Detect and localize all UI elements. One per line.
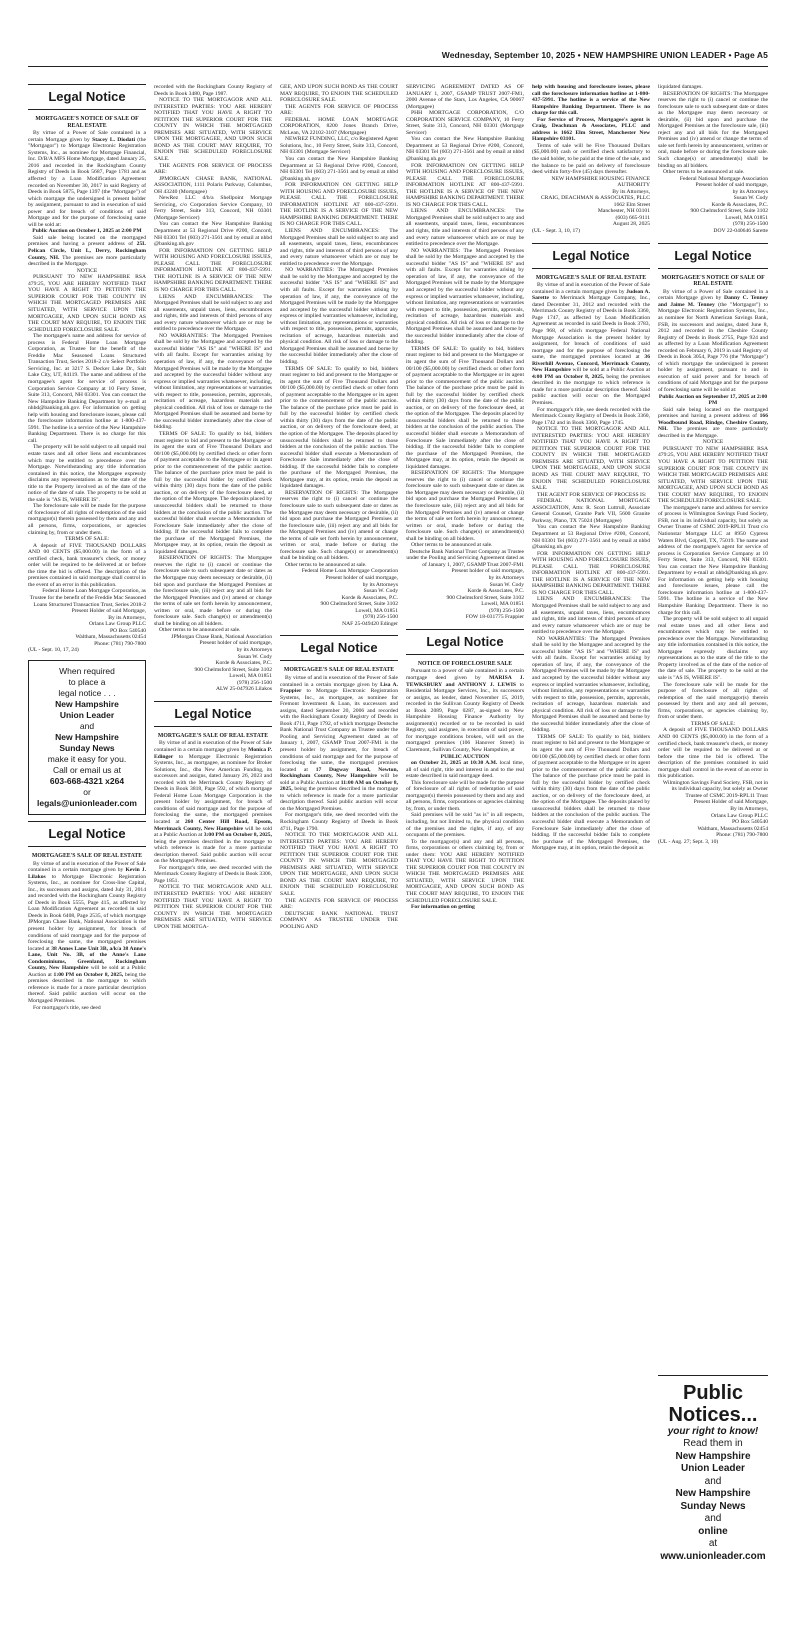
legal-notice-head: Legal Notice bbox=[532, 243, 650, 269]
notice-body: For mortgagor's title, see deed recorded with the Rockingham County Registry of Deeds in Book 4711, Page 1790. bbox=[280, 812, 398, 832]
notice-body: You can contact the New Hampshire Banking Department at 53 Regional Drive #200, Concord, NH 03301 Tel (603) 271-3561 and by email at nhbd @banking.nh.gov bbox=[280, 156, 398, 182]
notice-body: The foreclosure sale will be made for the purpose of foreclosure of all rights of redemption of the said mortgagor(s) therein possessed by them and any and all persons, firms, corporations, or agencies claiming by, from or under them. bbox=[28, 503, 146, 536]
signature-line: 900 Chelmsford Street, Suite 3102 bbox=[690, 208, 768, 215]
notice-title: MORTGAGEE'S SALE OF REAL ESTATE bbox=[157, 732, 269, 739]
signature-line: Susan W. Cody bbox=[489, 581, 524, 588]
signature-line: Deutsche Bank National Trust Company as Trustee under the Pooling and Servicing Agreement dated as of January 1, 2007, GSAMP Trust 2007-FM1 bbox=[406, 548, 524, 568]
notice-body: FOR INFORMATION ON GETTING HELP WITH HOUSING AND FORECLOSURE ISSUES, PLEASE CALL THE FORECLOSURE INFORMATION HOTLINE AT 800-437-5991. THE HOTLINE IS A SERVICE OF THE NEW HAMPSHIRE BANKING DEPARTMENT. THERE IS NO CHARGE FOR THIS CALL. bbox=[406, 162, 524, 208]
notice-body: The mortgagee's name and address for service of process is Wilmington Savings Fund Society, FSB, not in its individual capacity, but solely as Owner Trustee of CSMC 2019-RPL11 Trust c/o Nationstar Mortgage LLC at 8950 Cypress Waters Blvd, Coppell, TX, 75019. The name and address of the mortgagee's agent for service of process is Corporation Service Company at 10 Ferry Street, Suite 313, Concord, NH 03301. You can contact the New Hampshire Banking Department by e-mail at nhbd@banking.nh.gov. For information on getting help with housing and foreclosure issues, please call the foreclosure information hotline at 1-800-437-5991. The hotline is a service of the New Hampshire Banking Department. There is no charge for this call. bbox=[658, 504, 768, 616]
signature-line: Present holder of said mortgage, bbox=[199, 640, 272, 647]
signature-line: DOV 22-040646 Sarette bbox=[713, 228, 768, 235]
column-4 bbox=[406, 84, 524, 911]
legal-notice-head: Legal Notice bbox=[280, 635, 398, 661]
auction-date: Public Auction on October 1, 2025 at 2:00 PM bbox=[32, 228, 142, 235]
signature-line: Waltham, Massachusetts 02454 bbox=[75, 634, 146, 641]
signature-line: Orlans Law Group PLLC bbox=[710, 812, 768, 819]
ul-dates: (UL - Sept. 10, 17, 24) bbox=[28, 647, 79, 654]
notice-body: Other terms to be announced at sale. bbox=[159, 627, 241, 634]
signature-line: (978) 256-1500 bbox=[489, 607, 524, 614]
notice-body: By virtue of and in execution of the Power of Sale contained in a certain mortgage given by Lisa A. Frappier to Mortgage Electronic Registration Systems, Inc., as mortgagee, as nominee for Fremont Investment & Loan, its successors and assigns, dated September 20, 2006 and recorded with the Rockingham County Registry of Deeds in Book 4711, Page 1792, of which mortgage Deutsche Bank National Trust Company as Trustee under the Pooling and Servicing Agreement dated as of January 1, 2007, GSAMP Trust 2007-FM1 is the present holder by assignment, for breach of conditions of said mortgage and for the purpose of foreclosing the same, the mortgaged premises located at 17 Dugway Road, Newton, Rockingham County, New Hampshire will be sold at a Public Auction at 11:00 AM on October 8, 2025, being the premises described in the mortgage to which reference is made for a more particular description thereof. Said public auction will occur on the Mortgaged Premises. bbox=[280, 674, 399, 812]
notice-body: FEDERAL HOME LOAN MORTGAGE CORPORATION, 8200 Jones Branch Drive, McLean, VA 22102-3107 (Mortgagee) bbox=[280, 116, 398, 136]
notice-body: NO WARRANTIES: The Mortgaged Premises shall be sold by the Mortgagee and accepted by the successful bidder "AS IS" and "WHERE IS" and with all faults. Except for warranties arising by operation of law, if any, the conveyance of the Mortgaged Premises will be made by the Mortgagee and accepted by the successful bidder without any express or implied warranties whatsoever, including, without limitation, any representations or warranties with respect to title, possession, permits, approvals, recitation of acreage, hazardous materials and physical condition. All risk of loss or damage to the Mortgaged Premises shall be assumed and borne by the successful bidder immediately after the close of bidding. bbox=[532, 635, 650, 734]
notice-body: By virtue of a Power of Sale contained in a certain Mortgage given by Stacey L. Diodati (the "Mortgagor") to Mortgage Electronic Registration Systems, Inc., as nominee for Mortgage Financial, Inc. D/B/A MFS Home Mortgage, dated January 25, 2016 and recorded in the Rockingham County Registry of Deeds in Book 5687, Page 1781 and as affected by a Loan Modification Agreement recorded on November 30, 2017 in said Registry of Deeds in Book 5875, Page 1397 (the "Mortgage") of which mortgage the undersigned is present holder by assignment, pursuant to and in execution of said power and for breach of conditions of said Mortgage and for the purpose of foreclosing same will be sold at: bbox=[28, 130, 146, 228]
signature-line: Federal Home Loan Mortgage Corporation bbox=[301, 568, 398, 575]
notice-body: RESERVATION OF RIGHTS: The Mortgagee reserves the right to (i) cancel or continue the foreclosure sale to such subsequent date or dates as the Mortgagee may deem necessary or desirable, (ii) bid upon and purchase the Mortgaged Premises at the foreclosure sale, (iii) reject any and all bids for the Mortgaged Premises and (iv) amend or change the terms of sale set forth herein by announcement, written or oral, made before or during the foreclosure sale. Such change(s) or amendment(s) shall be binding on all bidders. bbox=[406, 470, 524, 542]
signature-line: NAF 25-049420 Edinger bbox=[342, 620, 398, 627]
notice-body: Said sale being located on the mortgaged premises and having a present address of 166 Woodbound Road, Rindge, Cheshire County, NH. The premises are more particularly described in the Mortgage. bbox=[658, 406, 768, 439]
notice-body: THE AGENTS FOR SERVICE OF PROCESS ARE: bbox=[154, 162, 272, 176]
column-2 bbox=[154, 84, 272, 930]
notice-body: TERMS OF SALE: To qualify to bid, bidders must register to bid and present to the Mortgagee or its agent the sum of Five Thousand Dollars and 00/100 ($5,000.00) by certified check or other form of payment acceptable to the Mortgagee or its agent prior to the commencement of the public auction. The balance of the purchase price must be paid in full by the successful bidder by certified check within thirty (30) days from the date of the public auction, or on delivery of the foreclosure deed, at the option of the Mortgagee. The deposits placed by unsuccessful bidders shall be returned to those bidders at the conclusion of the public auction. The successful bidder shall execute a Memorandum of Foreclosure Sale immediately after the close of bidding. If the successful bidder fails to complete the purchase of the Mortgaged Premises, the Mortgagee may, at its option, retain the deposit as liquidated damages. bbox=[154, 430, 272, 555]
signature-line: Manchester, NH 03101 bbox=[597, 208, 650, 215]
signature-line: Lowell, MA 01851 bbox=[355, 607, 398, 614]
notice-body: PURSUANT TO NEW HAMPSHIRE RSA 479:25, YOU ARE HEREBY NOTIFIED THAT YOU HAVE A RIGHT TO PETITION THE SUPERIOR COURT FOR THE COUNTY IN WHICH THE MORTGAGED PREMISES ARE SITUATED, WITH SERVICE UPON THE MORTGAGEE, AND UPON SUCH BOND AS THE COURT MAY REQUIRE, TO ENJOIN THE SCHEDULED FORECLOSURE SALE. bbox=[658, 445, 768, 505]
notice-body: PURSUANT TO NEW HAMPSHIRE RSA 479:25, YOU ARE HEREBY NOTIFIED THAT YOU HAVE A RIGHT TO PETITION THE SUPERIOR COURT FOR THE COUNTY IN WHICH THE MORTGAGED PREMISES ARE SITUATED, WITH SERVICE UPON THE MORTGAGEE, AND UPON SUCH BOND AS THE COURT MAY REQUIRE, TO ENJOIN THE SCHEDULED FORECLOSURE SALE. bbox=[28, 274, 146, 333]
signature-line: Susan W. Cody bbox=[237, 653, 272, 660]
signature-line: by its Attorneys bbox=[488, 575, 524, 582]
signature-line: CRAIG, DEACHMAN & ASSOCIATES, PLLC bbox=[540, 195, 650, 202]
ul-dates: (UL - Sept. 3, 10, 17) bbox=[532, 228, 580, 235]
signature-line: August 28, 2025 bbox=[612, 221, 650, 228]
notice-body: Said sale being located on the mortgaged premises and having a present address of 25L Pelican Circle, Unit L, Derry, Rockingham County, NH. The premises are more particularly described in the Mortgage. bbox=[28, 234, 146, 268]
notice-body: TERMS OF SALE: To qualify to bid, bidders must register to bid and present to the Mortgagee or its agent the sum of Five Thousand Dollars and 00/100 ($5,000.00) by certified check or other form of payment acceptable to the Mortgagee or its agent prior to the commencement of the public auction. The balance of the purchase price must be paid in full by the successful bidder by certified check within thirty (30) days from the date of the public auction, or on delivery of the foreclosure deed, at the option of the Mortgagee. The deposits placed by unsuccessful bidders shall be returned to those bidders at the conclusion of the public auction. The successful bidder shall execute a Memorandum of Foreclosure Sale immediately after the close of bidding. If the successful bidder fails to complete the purchase of the Mortgaged Premises, the Mortgagee may, at its option, retain the deposit as liquidated damages. bbox=[280, 365, 398, 490]
auction-head: PUBLIC AUCTION bbox=[440, 753, 490, 760]
notice-body: THE AGENTS FOR SERVICE OF PROCESS ARE: bbox=[280, 897, 398, 911]
signature-line: By its Attorneys, bbox=[730, 805, 768, 812]
notice-body: SERVICING AGREEMENT DATED AS OF JANUARY 1, 2007, GSAMP TRUST 2007-FM1, 2000 Avenue of the Stars, Los Angeles, CA 90067 (Mortgagee) bbox=[406, 84, 524, 110]
notice-body: NOTICE TO THE MORTGAGOR AND ALL INTERESTED PARTIES: YOU ARE HEREBY NOTIFIED THAT YOU HAVE A RIGHT TO PETITION THE SUPERIOR COURT FOR THE COUNTY IN WHICH THE MORTGAGED PREMISES ARE SITUATED, WITH SERVICE UPON THE MORTGAGEE, AND UPON SUCH BOND AS THE COURT MAY REQUIRE, TO ENJOIN THE SCHEDULED FORECLOSURE SALE. bbox=[532, 426, 650, 492]
signature-line: By its Attorneys, bbox=[612, 188, 650, 195]
notice-body: NewRez LLC d/b/a Shellpoint Mortgage Servicing, c/o Corporation Service Company, 10 Ferry Street, Suite 313, Concord, NH 03301 (Mortgage Servicer) bbox=[154, 195, 272, 221]
signature-line: PO Box 540540 bbox=[731, 819, 768, 826]
notice-body: Terms of sale will be Five Thousand Dollars ($5,000.00) cash or certified check satisfactory to the said holder, to be paid at the time of the sale, and the balance to be paid on delivery of foreclosure deed within forty-five (45) days thereafter. bbox=[532, 142, 650, 176]
notice-body: This foreclosure sale will be made for the purpose of foreclosure of all rights of redemption of said mortgagor(s) therein possessed by them and any and all persons, firms, corporations or agencies claiming by, from, or under them. bbox=[406, 779, 524, 812]
notice-body: For Service of Process, Mortgagee's agent is Craig, Deachman & Associates, PLLC and address is 1662 Elm Street, Manchester New Hampshire 03101. bbox=[532, 116, 650, 143]
signature-line: ALW 25-047926 Lilakos bbox=[215, 686, 272, 693]
column-3 bbox=[280, 84, 398, 930]
signature-line: Present Holder of said Mortgage, bbox=[71, 608, 146, 615]
notice-body: PHH MORTGAGE CORPORATION, C/O CORPORATION SERVICE COMPANY, 10 Ferry Street, Suite 313, Concord, NH 03301 (Mortgage Servicer) bbox=[406, 110, 524, 136]
notice-body: Said premises will be sold "as is" in all respects, including, but not limited to, the physical condition of the premises and the rights, if any, of any occupants of the premises. bbox=[406, 812, 524, 839]
notice-body: You can contact the New Hampshire Banking Department at 53 Regional Drive #200, Concord, NH 03301 Tel (603) 271-3561 and by email at nhbd @banking.nh.gov bbox=[154, 221, 272, 248]
notice-body: GEE, AND UPON SUCH BOND AS THE COURT MAY REQUIRE, TO ENJOIN THE SCHEDULED FORECLOSURE SALE. bbox=[280, 84, 398, 104]
notice-body: DEUTSCHE BANK NATIONAL TRUST COMPANY AS TRUSTEE UNDER THE POOLING AND bbox=[280, 910, 398, 930]
signature-line: Korde & Associates, P.C. bbox=[711, 201, 768, 208]
notice-body: For mortgagor's title, see deed bbox=[33, 1004, 101, 1011]
column-6 bbox=[658, 84, 768, 845]
notice-subhead: TERMS OF SALE: bbox=[690, 720, 736, 727]
notice-body: To the mortgagor(s) and any and all persons, firms, corporations or others claiming by, from or under them: YOU ARE HEREBY NOTIFIED THAT YOU HAVE THE RIGHT TO PETITION THE SUPERIOR COURT FOR THE COUNTY IN WHICH THE MORTGAGED PREMISES ARE SITUATED, WITH SERVICE UPON THE MORTGAGEE, AND UPON SUCH BOND AS THE COURT MAY REQUIRE, TO ENJOIN THE SCHEDULED FORECLOSURE SALE. bbox=[406, 838, 524, 904]
signature-line: (978) 256-1500 bbox=[733, 221, 768, 228]
signature-line: NEW HAMPSHIRE HOUSING FINANCE AUTHORITY bbox=[551, 175, 650, 189]
signature-line: (978) 256-1500 bbox=[237, 679, 272, 686]
signature-line: Federal National Mortgage Association bbox=[679, 175, 768, 182]
signature-line: Lowell, MA 01851 bbox=[229, 673, 272, 680]
notice-body: For information on getting bbox=[411, 904, 475, 911]
notice-body: By virtue of and in execution of the Power of Sale contained in a certain mortgage given by Monica P. Edinger to Mortgage Electronic Registration Systems, Inc., as mortgagee, as nominee for Broker Solutions, Inc., dba New American Funding, its successors and assigns, dated January 26, 2023 and recorded with the Merrimack County Registry of Deeds in Book 3818, Page 592, of which mortgage Federal Home Loan Mortgage Corporation is the present holder by assignment, for breach of conditions of said mortgage and for the purpose of foreclosing the same, the mortgaged premises located at 260 Center Hill Road, Epsom, Merrimack County, New Hampshire will be sold at a Public Auction at 3:00 PM on October 8, 2025, being the premises described in the mortgage to which reference is made for a more particular description thereof. Said public auction will occur on the Mortgaged Premises. bbox=[154, 740, 272, 865]
notice-body: By virtue of a Power of Sale contained in a certain Mortgage given by Danny C. Tenney and Jaime M. Tenney (the "Mortgagor") to Mortgage Electronic Registration Systems, Inc., as nominee for North American Savings Bank, FSB, its successors and assigns, dated June 8, 2012 and recorded in the Cheshire County Registry of Deeds in Book 2755, Page 924 and as affected by a Loan Modification Agreement recorded on February 6, 2019 in said Registry of Deeds in Book 3054, Page 776 (the "Mortgage") of which mortgage the undersigned is present holder by assignment, pursuant to and in execution of said power and for breach of conditions of said Mortgage and for the purpose of foreclosing same will be sold at: bbox=[658, 288, 768, 393]
header-rule bbox=[28, 66, 768, 67]
notice-body: FOR INFORMATION ON GETTING HELP WITH HOUSING AND FORECLOSURE ISSUES, PLEASE CALL THE FORECLOSURE INFORMATION HOTLINE AT 800-437-5991. THE HOTLINE IS A SERVICE OF THE NEW HAMPSHIRE BANKING DEPARTMENT. THERE IS NO CHARGE FOR THIS CALL. bbox=[532, 550, 650, 596]
notice-body: TERMS OF SALE: To qualify to bid, bidders must register to bid and present to the Mortgagee or its agent the sum of Five Thousand Dollars and 00/100 ($5,000.00) by certified check or other form of payment acceptable to the Mortgagee or its agent prior to the commencement of the public auction. The balance of the purchase price must be paid in full by the successful bidder by certified check within thirty (30) days from the date of the public auction, or on delivery of the foreclosure deed, at the option of the Mortgagee. The deposits placed by unsuccessful bidders shall be returned to those bidders at the conclusion of the public auction. The successful bidder shall execute a Memorandum of Foreclosure Sale immediately after the close of bidding. If the successful bidder fails to complete the purchase of the Mortgaged Premises, the Mortgagee may, at its option, retain the deposit as liquidated damages. bbox=[406, 345, 524, 470]
website-link[interactable]: www.unionleader.com bbox=[660, 1550, 766, 1562]
signature-line: by its Attorneys bbox=[732, 188, 768, 195]
signature-line: Susan W. Cody bbox=[733, 195, 768, 202]
notice-body: help with housing and foreclosure issues, please call the foreclosure information hotline at 1-800-437-5991. The hotline is a service of the New Hampshire Banking Department. There is no charge for this call. bbox=[532, 84, 650, 117]
column-1 bbox=[28, 84, 146, 1011]
notice-title: MORTGAGEE'S NOTICE OF SALE OF REAL ESTATE bbox=[35, 116, 139, 129]
notice-body: A deposit of FIVE THOUSAND DOLLARS AND 00 CENTS ($5,000.00) in the form of a certified check, bank treasurer's check, or money order will be required to be delivered at or before the time the bid is offered. The description of the premises contained in said mortgage shall control in the event of an error in this publication. bbox=[28, 542, 146, 588]
legal-notice-head: Legal Notice bbox=[28, 821, 146, 847]
notice-body: You can contact the New Hampshire Banking Department at 53 Regional Drive #200, Concord, NH 03301 Tel (603) 271-3561 and by email at nhbd @banking.nh.gov bbox=[406, 136, 524, 163]
signature-line: By its Attorneys, bbox=[108, 614, 146, 621]
legal-notice-head: Legal Notice bbox=[154, 701, 272, 727]
notice-body: NO WARRANTIES: The Mortgaged Premises shall be sold by the Mortgagee and accepted by the successful bidder "AS IS" and "WHERE IS" and with all faults. Except for warranties arising by operation of law, if any, the conveyance of the Mortgaged Premises will be made by the Mortgagee and accepted by the successful bidder without any express or implied warranties whatsoever, including, without limitation, any representations or warranties with respect to title, possession, permits, approvals, recitation of acreage, hazardous materials and physical condition. All risk of loss or damage to the Mortgaged Premises shall be assumed and borne by the successful bidder immediately after the close of bidding. bbox=[154, 332, 272, 431]
signature-line: Susan W. Cody bbox=[363, 588, 398, 595]
notice-body: The property will be sold subject to all unpaid real estate taxes and all other liens and encumbrances which may be entitled to precedence over the Mortgage. Notwithstanding any title information contained in this notice, the Mortgagee expressly disclaims any representations as to the state of the title to the Property involved as of the date of the notice of the date of sale. The property to be sold at the sale is "AS IS, WHERE IS". bbox=[658, 616, 768, 682]
notice-body: RESERVATION OF RIGHTS: The Mortgagee reserves the right to (i) cancel or continue the foreclosure sale to such subsequent date or dates as the Mortgagee may deem necessary or desirable, (ii) bid upon and purchase the Mortgaged Premises at the foreclosure sale, (iii) reject any and all bids for the Mortgaged Premises and (iv) amend or change the terms of sale set forth herein by announcement, written or oral, made before or during the foreclosure sale. Such change(s) or amendment(s) shall be binding on all bidders. bbox=[154, 555, 272, 627]
notice-title: MORTGAGEE'S SALE OF REAL ESTATE bbox=[283, 667, 395, 674]
signature-line: Present holder of said mortgage, bbox=[695, 182, 768, 189]
notice-body: RESERVATION OF RIGHTS: The Mortgagee reserves the right to (i) cancel or continue the foreclosure sale to such subsequent date or dates as the Mortgagee may deem necessary or desirable, (ii) bid upon and purchase the Mortgaged Premises at the foreclosure sale, (iii) reject any and all bids for the Mortgaged Premises and (iv) amend or change the terms of sale set forth herein by announcement, written or oral, made before or during the foreclosure sale. Such change(s) or amendment(s) shall be binding on all bidders. bbox=[280, 489, 398, 562]
notice-body: Other terms to be announced at sale. bbox=[663, 169, 745, 176]
notice-body: By virtue of and in execution of the Power of Sale contained in a certain mortgage given by Kevin J. Lilakos to Mortgage Electronic Registration Systems, Inc., as nominee for Cross-line Capital, Inc., its successors and assigns, dated July 31, 2014 and recorded with the Rockingham County Registry of Deeds in Book 5555, Page 415, as affected by Loan Modification Agreement as recorded in said Deeds in Book 6408, Page 2535, of which mortgage JPMorgan Chase Bank, National Association is the present holder by assignment, for breach of conditions of said mortgage and for the purpose of foreclosing the same, the mortgaged premises located at 38 Annes Lane Unit 3B, a/k/a 38 Anne's Lane, Unit No. 3B, of the Anne's Lane Condominiums, Greenland, Rockingham County, New Hampshire will be sold at a Public Auction at 1:00 PM on October 8, 2025, being the premises described in the mortgage to which reference is made for a more particular description thereof. Said public auction will occur on the Mortgaged Premises. bbox=[28, 860, 147, 1005]
notice-body: liquidated damages. bbox=[658, 84, 703, 90]
notice-body: NO WARRANTIES: The Mortgaged Premises shall be sold by the Mortgagee and accepted by the successful bidder "AS IS" and "WHERE IS" and with all faults. Except for warranties arising by operation of law, if any, the conveyance of the Mortgaged Premises will be made by the Mortgagee and accepted by the successful bidder without any express or implied warranties whatsoever, including, without limitation, any representations or warranties with respect to title, possession, permits, approvals, recitation of acreage, hazardous materials and physical condition. All risk of loss or damage to the Mortgaged Premises shall be assumed and borne by the successful bidder immediately after the close of bidding. bbox=[406, 247, 524, 346]
notice-body: The mortgagee's name and address for service of process is Federal Home Loan Mortgage Corporation, as Trustee for the benefit of the Freddie Mac Seasoned Loans Structured Transaction Trust, Series 2018-2 c/o Select Portfolio Servicing, Inc. at 3217 S. Decker Lake Dr., Salt Lake City, UT, 84119. The name and address of the mortgagee's agent for service of process is Corporation Service Company at 10 Ferry Street, Suite 313, Concord, NH 03301. You can contact the New Hampshire Banking Department by e-mail at nhbd@banking.nh.gov. For information on getting help with housing and foreclosure issues, please call the foreclosure information hotline at 1-800-437-5991. The hotline is a service of the New Hampshire Banking Department. There is no charge for this call. bbox=[28, 333, 146, 444]
column-5 bbox=[532, 84, 650, 852]
notice-body: on October 21, 2025 at 10:30 A.M. local time, all of said right, title and interest in and to the real estate described in said mortgage deed. bbox=[406, 760, 524, 780]
notice-body: recorded with the Rockingham County Registry of Deeds in Book 3480, Page 1987. bbox=[154, 84, 272, 97]
signature-line: Korde & Associates, P.C. bbox=[467, 588, 524, 595]
public-notices-promo: Public Notices... your right to know! Read them in New Hampshire Union Leader and New Hampshire Sunday News and online at www.unionleader.com bbox=[658, 1375, 768, 1485]
notice-body: TERMS OF SALE: To qualify to bid, bidders must register to bid and present to the Mortgagee or its agent the sum of Five Thousand Dollars and 00/100 ($5,000.00) by certified check or other form of payment acceptable to the Mortgagee or its agent prior to the commencement of the public auction. The balance of the purchase price must be paid in full by the successful bidder by certified check within thirty (30) days from the date of the public auction, or on delivery of the foreclosure deed, at the option of the Mortgagee. The deposits placed by unsuccessful bidders shall be returned to those bidders at the conclusion of the public auction. The successful bidder shall execute a Memorandum of Foreclosure Sale immediately after the close of bidding. If the successful bidder fails to complete the purchase of the Mortgaged Premises, the Mortgagee may, at its option, retain the deposit as bbox=[532, 733, 650, 852]
legal-notice-head: Legal Notice bbox=[658, 243, 768, 269]
legal-ad-box: When required to place a legal notice . . . New Hampshire Union Leader and New Hampshire Sunday News make it easy for you. Call or email us at 603-668-4321 x264 or legals@unionleader.com bbox=[28, 660, 146, 815]
notice-title: MORTGAGEE'S NOTICE OF SALE OF REAL ESTATE bbox=[661, 274, 765, 288]
signature-line: Present holder of said mortgage, bbox=[325, 575, 398, 582]
signature-line: Present holder of said mortgage, bbox=[451, 568, 524, 575]
signature-line: Present Holder of said Mortgage, bbox=[693, 799, 768, 806]
notice-body: THE AGENTS FOR SERVICE OF PROCESS ARE: bbox=[280, 103, 398, 117]
notice-body: THE AGENT FOR SERVICE OF PROCESS IS: bbox=[537, 491, 647, 498]
notice-subhead: TERMS OF SALE: bbox=[64, 536, 110, 543]
signature-line: Phone: (781) 790-7800 bbox=[94, 640, 146, 647]
notice-body: RESERVATION OF RIGHTS: The Mortgagee reserves the right to (i) cancel or continue the foreclosure sale to such subsequent date or dates as the Mortgagee may deem necessary or desirable, (ii) bid upon and purchase the Mortgaged Premises at the foreclosure sale, (iii) reject any and all bids for the Mortgaged Premises and (iv) amend or change the terms of sale set forth herein by announcement, written or oral, made before or during the foreclosure sale. Such change(s) or amendment(s) shall be binding on all bidders. bbox=[658, 90, 768, 169]
notice-body: Pursuant to a power of sale contained in a certain mortgage deed given by MARISA J. TEWKSBURY and ANTHONY J. LEWIS to Residential Mortgage Services, Inc., its successors or assigns, as lender, dated November 15, 2019, recorded in the Sullivan County Registry of Deeds at Book 2089, Page 0287, as-signed to New Hampshire Housing Finance Authority by assignment(s) recorded or to be recorded in said Registry, said assignee, in execution of said power, for mortgage conditions broken, will sell on the mortgaged premises (106 Hanover Street) in Claremont, Sullivan County, New Hampshire, at bbox=[406, 668, 524, 753]
notice-body: NEWREZ FUNDING, LLC, c/o Registered Agent Solutions, Inc., 10 Ferry Street, Suite 313, Concord, NH 03301 (Mortgage Servicer) bbox=[280, 136, 398, 156]
notice-subhead: NOTICE bbox=[76, 267, 98, 274]
legal-notice-head: Legal Notice bbox=[28, 84, 146, 110]
notice-title: MORTGAGEE'S SALE OF REAL ESTATE bbox=[535, 274, 647, 281]
legals-email-link[interactable]: legals@unionleader.com bbox=[37, 797, 137, 808]
signature-line: 1662 Elm Street bbox=[613, 201, 650, 208]
notice-body: For mortgagor's title, see deed recorded with the Merrimack County Registry of Deeds in Book 3306, Page 1851. bbox=[154, 864, 272, 884]
auction-date: Public Auction on September 17, 2025 at 2:00 PM bbox=[658, 393, 768, 407]
notice-body: NO WARRANTIES: The Mortgaged Premises shall be sold by the Mortgagee and accepted by the successful bidder "AS IS" and "WHERE IS" and with all faults. Except for warranties arising by operation of law, if any, the conveyance of the Mortgaged Premises will be made by the Mortgagee and accepted by the successful bidder without any express or implied warranties whatsoever, including, without limitation, any representations or warranties with respect to title, possession, permits, approvals, recitation of acreage, hazardous materials and physical condition. All risk of loss or damage to the Mortgaged Premises shall be assumed and borne by the successful bidder immediately after the close of bidding. bbox=[280, 267, 398, 365]
signature-line: Waltham, Massachusetts 02454 bbox=[697, 825, 768, 832]
notice-body: For mortgagor's title, see deeds recorded with the Merrimack County Registry of Deeds in Book 3360, Page 1742 and in Book 3360, Page 1745. bbox=[532, 406, 650, 426]
signature-line: Orlans Law Group PLLC bbox=[88, 621, 146, 628]
signature-line: Wilmington Savings Fund Society, FSB, not in its individual capacity, but solely as Owner Trustee of CSMC 2019-RPL11 Trust bbox=[662, 779, 768, 799]
signature-line: Phone: (781) 790-7800 bbox=[716, 832, 768, 839]
signature-line: by its Attorneys bbox=[236, 647, 272, 654]
signature-line: (603) 665-9111 bbox=[615, 214, 650, 221]
notice-body: The property will be sold subject to all unpaid real estate taxes and all other liens and encumbrances which may be entitled to precedence over the Mortgage. Notwithstanding any title information contained in this notice, the Mortgagee expressly disclaims any representations as to the state of the title to the Property involved as of the date of the notice of the date of sale. The property to be sold at the sale is "AS IS, WHERE IS". bbox=[28, 444, 146, 503]
notice-body: LIENS AND ENCUMBRANCES: The Mortgaged Premises shall be sold subject to any and all easements, unpaid taxes, liens, encumbrances and rights, title and interests of third persons of any and every nature whatsoever which are or may be entitled to precedence over the Mortgage. bbox=[154, 293, 272, 333]
signature-line: Korde & Associates, P.C. bbox=[215, 660, 272, 667]
signature-line: 900 Chelmsford Street, Suite 3102 bbox=[320, 601, 398, 608]
notice-body: NOTICE TO THE MORTGAGOR AND ALL INTERESTED PARTIES: YOU ARE HEREBY NOTIFIED THAT YOU HAVE A RIGHT TO PETITION THE SUPERIOR COURT FOR THE COUNTY IN WHICH THE MORTGAGED PREMISES ARE SITUATED, WITH SERVICE UPON THE MORTGA- bbox=[154, 884, 272, 930]
ul-dates: (UL - Aug. 27; Sept. 3, 10) bbox=[658, 838, 719, 845]
notice-title: NOTICE OF FORECLOSURE SALE bbox=[417, 660, 513, 667]
notice-body: Other terms to be announced at sale. bbox=[411, 542, 493, 549]
signature-line: Lowell, MA 01851 bbox=[481, 601, 524, 608]
notice-body: The foreclosure sale will be made for the purpose of foreclosure of all rights of redemption of the said mortgagor(s) therein possessed by them and any and all persons, firms, corporations, or agencies claiming by, from or under them. bbox=[658, 681, 768, 721]
signature-line: JPMorgan Chase Bank, National Association bbox=[171, 633, 272, 640]
notice-body: You can contact the New Hampshire Banking Department at 53 Regional Drive #200, Concord, NH 03301 Tel (603) 271-3561 and by email at nhbd @banking.nh.gov bbox=[532, 524, 650, 551]
notice-body: NOTICE TO THE MORTGAGOR AND ALL INTERESTED PARTIES: YOU ARE HEREBY NOTIFIED THAT YOU HAVE A RIGHT TO PETITION THE SUPERIOR COURT FOR THE COUNTY IN WHICH THE MORTGAGED PREMISES ARE SITUATED, WITH SERVICE UPON THE MORTGAGEE, AND UPON SUCH BOND AS THE COURT MAY REQUIRE, TO ENJOIN THE SCHEDULED FORECLOSURE SALE. bbox=[280, 832, 398, 898]
signature-line: Korde & Associates, P.C. bbox=[341, 594, 398, 601]
notice-subhead: NOTICE bbox=[702, 439, 724, 446]
signature-line: 900 Chelmsford Street, Suite 3102 bbox=[446, 594, 524, 601]
notice-body: LIENS AND ENCUMBRANCES: The Mortgaged Premises shall be sold subject to any and all easements, unpaid taxes, liens, encumbrances and rights, title and interests of third persons of any and every nature whatsoever which are or may be entitled to precedence over the Mortgage. bbox=[532, 596, 650, 636]
running-header: Wednesday, September 10, 2025 • NEW HAMPSHIRE UNION LEADER • Page A5 bbox=[441, 50, 768, 60]
notice-body: JPMORGAN CHASE BANK, NATIONAL ASSOCIATION, 1111 Polaris Parkway, Columbus, OH 43240 (Mortgagee) bbox=[154, 175, 272, 195]
promo-tagline: your right to know! bbox=[667, 1426, 759, 1437]
signature-line: 900 Chelmsford Street, Suite 3102 bbox=[194, 666, 272, 673]
promo-title: Public Notices... bbox=[668, 1382, 758, 1426]
notice-body: FOR INFORMATION ON GETTING HELP WITH HOUSING AND FORECLOSURE ISSUES, PLEASE CALL THE FORECLOSURE INFORMATION HOTLINE AT 800-437-5991. THE HOTLINE IS A SERVICE OF THE NEW HAMPSHIRE BANKING DEPARTMENT. THERE IS NO CHARGE FOR THIS CALL. bbox=[154, 247, 272, 293]
legal-notice-head: Legal Notice bbox=[406, 629, 524, 655]
notice-body: Other terms to be announced at sale. bbox=[285, 561, 367, 568]
signature-line: FOW 18-031775 Frappier bbox=[465, 614, 524, 621]
signature-line: Federal Home Loan Mortgage Corporation, as Trustee for the benefit of the Freddie Mac Seasoned Loans Structured Transaction Trust, Series 2018-2 bbox=[29, 588, 146, 608]
notice-body: LIENS AND ENCUMBRANCES: The Mortgaged Premises shall be sold subject to any and all easements, unpaid taxes, liens, encumbrances and rights, title and interests of third persons of any and every nature whatsoever which are or may be entitled to precedence over the Mortgage. bbox=[280, 228, 398, 267]
notice-body: FOR INFORMATION ON GETTING HELP WITH HOUSING AND FORECLOSURE ISSUES, PLEASE CALL THE FORECLOSURE INFORMATION HOTLINE AT 800-437-5991. THE HOTLINE IS A SERVICE OF THE NEW HAMPSHIRE BANKING DEPARTMENT. THERE IS NO CHARGE FOR THIS CALL. bbox=[280, 182, 398, 228]
notice-body: By virtue of and in execution of the Power of Sale contained in a certain mortgage given by Judson A. Sarette to Merrimack Mortgage Company, Inc., dated December 31, 2012 and recorded with the Merrimack County Registry of Deeds in Book 3360, Page 1747, as affected by Loan Modification Agreement as recorded in said Deeds in Book 3783, Page 968, of which mortgage Federal National Mortgage Association is the present holder by assignment, for breach of conditions of said mortgage and for the purpose of foreclosing the same, the mortgaged premises located at 36 Riverhill Avenue, Concord, Merrimack County, New Hampshire will be sold at a Public Auction at 4:00 PM on October 8, 2025, being the premises described in the mortgage to which reference is made for a more particular description thereof. Said public auction will occur on the Mortgaged Premises. bbox=[532, 282, 651, 407]
notice-body: NOTICE TO THE MORTGAGOR AND ALL INTERESTED PARTIES: YOU ARE HEREBY NOTIFIED THAT YOU HAVE A RIGHT TO PETITION THE SUPERIOR COURT FOR THE COUNTY IN WHICH THE MORTGAGED PREMISES ARE SITUATED, WITH SERVICE UPON THE MORTGAGEE, AND UPON SUCH BOND AS THE COURT MAY REQUIRE, TO ENJOIN THE SCHEDULED FORECLOSURE SALE. bbox=[154, 97, 272, 163]
signature-line: (978) 256-1500 bbox=[363, 614, 398, 621]
signature-line: by its Attorneys bbox=[362, 581, 398, 588]
notice-body: LIENS AND ENCUMBRANCES: The Mortgaged Premises shall be sold subject to any and all easements, unpaid taxes, liens, encumbrances and rights, title and interests of third persons of any and every nature whatsoever which are or may be entitled to precedence over the Mortgage. bbox=[406, 208, 524, 248]
signature-line: PO Box 540540 bbox=[109, 627, 146, 634]
notice-title: MORTGAGEE'S SALE OF REAL ESTATE bbox=[31, 852, 143, 859]
notice-body: FEDERAL NATIONAL MORTGAGE ASSOCIATION, Attn: R. Scott Luttrull, Associate General Counsel, Granite Park VII, 5600 Granite Parkway, Plano, TX 75024 (Mortgagee) bbox=[532, 498, 650, 524]
signature-line: Lowell, MA 01851 bbox=[725, 214, 768, 221]
notice-body: A deposit of FIVE THOUSAND DOLLARS AND 00 CENTS ($5,000.00) in the form of a certified check, bank treasurer's check, or money order will be required to be delivered at or before the time the bid is offered. The description of the premises contained in said mortgage shall control in the event of an error in this publication. bbox=[658, 727, 768, 780]
